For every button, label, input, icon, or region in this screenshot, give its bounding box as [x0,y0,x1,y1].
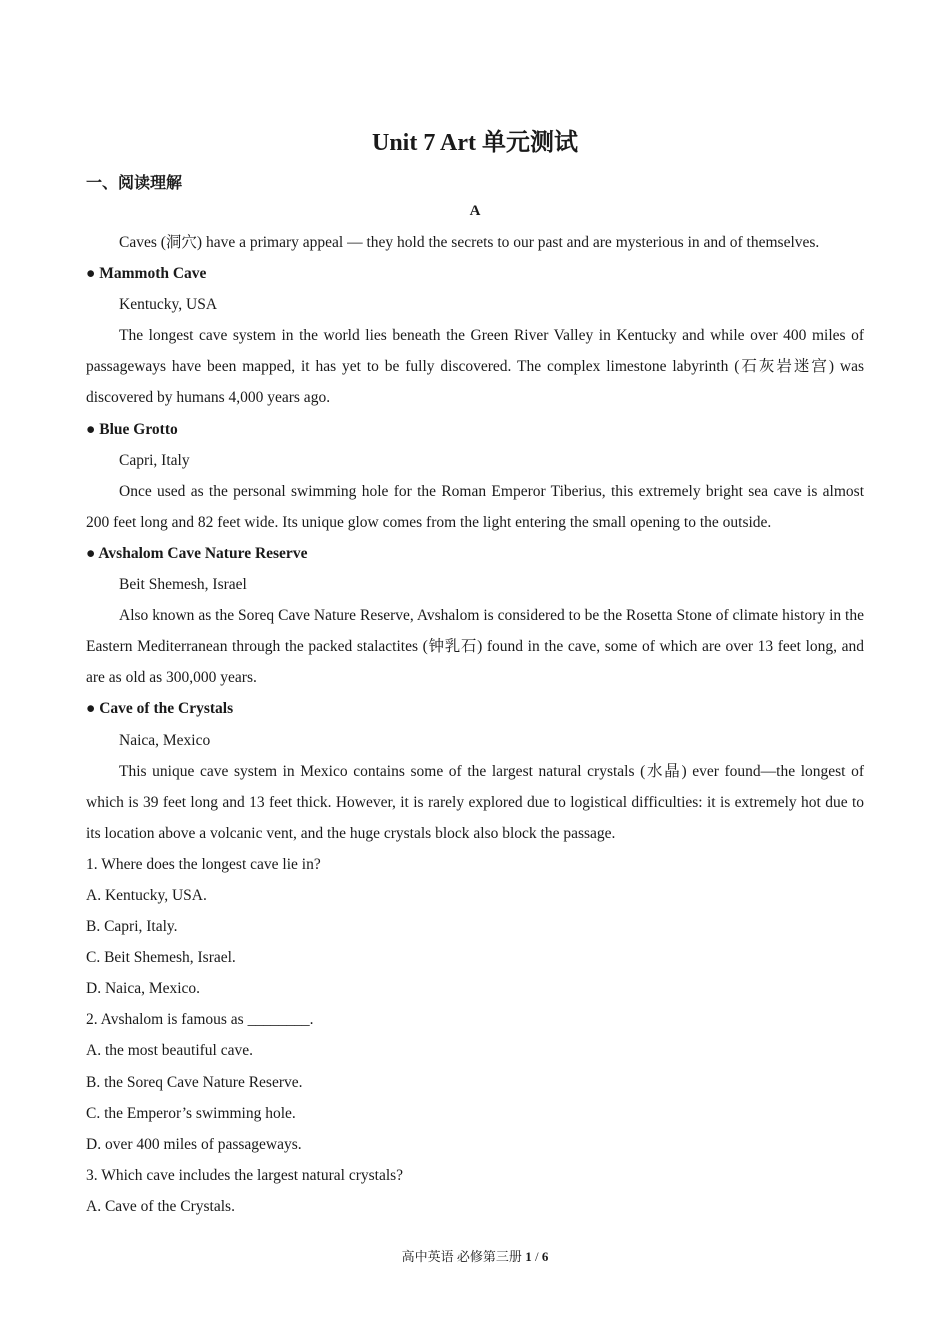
page-footer [0,1246,950,1265]
cave-heading: ● Blue Grotto [86,420,178,438]
footer-subject: 高中英语 必修第三册 [401,1249,522,1264]
page-number: 1 [525,1249,532,1264]
cave-heading: ● Avshalom Cave Nature Reserve [86,544,308,562]
answer-option: A. Kentucky, USA. [86,886,207,904]
cave-heading: ● Cave of the Crystals [86,700,234,718]
answer-option: D. Naica, Mexico. [86,980,201,998]
answer-option: C. Beit Shemesh, Israel. [86,949,236,967]
cave-location: Capri, Italy [119,451,190,469]
question-stem: 3. Which cave includes the largest natural crystals? [86,1166,404,1184]
answer-option: B. Capri, Italy. [86,918,178,936]
answer-option: A. the most beautiful cave. [86,1042,254,1060]
cave-location: Kentucky, USA [119,296,218,314]
question-stem: 2. Avshalom is famous as ________. [86,1011,314,1029]
page-separator: / [531,1249,542,1264]
cave-description: The longest cave system in the world lies beneath the Green River Valley in Kentucky and while over 400 miles of passageways have been mapped, it has yet to be fully discovered. The complex limestone labyrinth (石灰岩迷宫) was discovered by humans 4,000 years ago. [86,327,864,407]
cave-description: Also known as the Soreq Cave Nature Reserve, Avshalom is considered to be the Rosetta Stone of climate history in the Eastern Mediterranean through the packed stalactites (钟乳石) found in the cave, some of which are over 13 feet long, and are as old as 300,000 years. [86,607,864,687]
answer-option: B. the Soreq Cave Nature Reserve. [86,1073,303,1091]
cave-heading: ● Mammoth Cave [86,265,207,283]
section-heading: 一、阅读理解 [86,173,183,192]
page-total: 6 [541,1249,549,1264]
cave-description: This unique cave system in Mexico contains some of the largest natural crystals (水晶) ever found—the longest of which is 39 feet long and 13 feet thick. However, it is rarely explored due to logistical difficulties: it is extremely hot due to its location above a volcanic vent, and the huge crystals block also block the passage. [86,762,864,842]
page-title: Unit 7 Art 单元测试 [372,130,578,156]
answer-option: D. over 400 miles of passageways. [86,1135,302,1153]
intro-paragraph: Caves (洞穴) have a primary appeal — they hold the secrets to our past and are mysterious in and of themselves. [119,234,820,251]
question-stem: 1. Where does the longest cave lie in? [86,855,321,873]
passage-body [86,227,864,1222]
cave-location: Naica, Mexico [119,731,211,749]
passage-label: A [469,203,481,219]
cave-description: Once used as the personal swimming hole for the Roman Emperor Tiberius, this extremely bright sea cave is almost 200 feet long and 82 feet wide. Its unique glow comes from the light entering the small opening to the outside. [86,482,864,531]
answer-option: C. the Emperor’s swimming hole. [86,1104,296,1122]
answer-option: A. Cave of the Crystals. [86,1197,235,1215]
cave-location: Beit Shemesh, Israel [119,576,247,594]
